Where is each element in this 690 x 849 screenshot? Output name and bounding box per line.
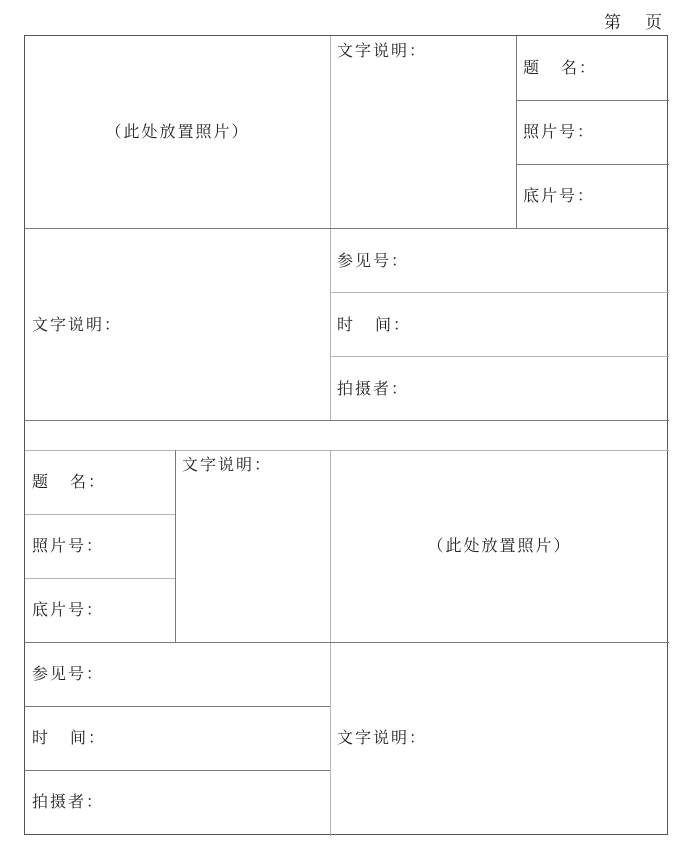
reference-number-label: 参见号： bbox=[337, 251, 410, 270]
caption-label: 文字说明： bbox=[337, 41, 428, 60]
caption-label-2: 文字说明： bbox=[32, 315, 123, 334]
divider bbox=[516, 36, 517, 228]
divider bbox=[330, 450, 331, 836]
divider bbox=[516, 164, 669, 165]
time-label-part: 间： bbox=[70, 728, 107, 747]
caption-label: 文字说明： bbox=[182, 455, 273, 474]
title-label-part: 名： bbox=[561, 58, 598, 77]
title-label bbox=[32, 472, 106, 492]
time-label-part: 间： bbox=[375, 315, 412, 334]
photographer-label: 拍摄者： bbox=[32, 792, 105, 811]
time-label-part: 时 bbox=[32, 728, 51, 747]
divider bbox=[25, 642, 669, 643]
divider bbox=[330, 292, 669, 293]
photographer-label: 拍摄者： bbox=[337, 379, 410, 398]
time-label bbox=[337, 315, 411, 335]
title-label bbox=[523, 58, 597, 78]
divider bbox=[25, 514, 175, 515]
photo-placeholder: （此处放置照片） bbox=[105, 122, 250, 141]
time-label bbox=[32, 728, 106, 748]
time-label-part: 时 bbox=[337, 315, 356, 334]
negative-number-label: 底片号： bbox=[32, 600, 105, 619]
divider bbox=[25, 578, 175, 579]
page-number bbox=[604, 8, 664, 33]
divider bbox=[25, 706, 330, 707]
negative-number-label: 底片号： bbox=[523, 186, 596, 205]
page-suffix: 页 bbox=[645, 13, 664, 33]
photo-number-label: 照片号： bbox=[523, 122, 596, 141]
divider bbox=[25, 228, 669, 229]
reference-number-label: 参见号： bbox=[32, 664, 105, 683]
title-label-part: 名： bbox=[70, 472, 107, 491]
caption-label-2: 文字说明： bbox=[337, 728, 428, 747]
photo-record-sheet bbox=[24, 35, 668, 835]
title-label-part: 题 bbox=[523, 58, 542, 77]
photo-number-label: 照片号： bbox=[32, 536, 105, 555]
photo-placeholder: （此处放置照片） bbox=[427, 536, 572, 555]
divider bbox=[25, 770, 330, 771]
title-label-part: 题 bbox=[32, 472, 51, 491]
divider bbox=[330, 356, 669, 357]
divider bbox=[175, 450, 176, 642]
divider bbox=[25, 420, 669, 421]
divider bbox=[25, 450, 669, 451]
divider bbox=[516, 100, 669, 101]
page-prefix: 第 bbox=[604, 13, 623, 33]
